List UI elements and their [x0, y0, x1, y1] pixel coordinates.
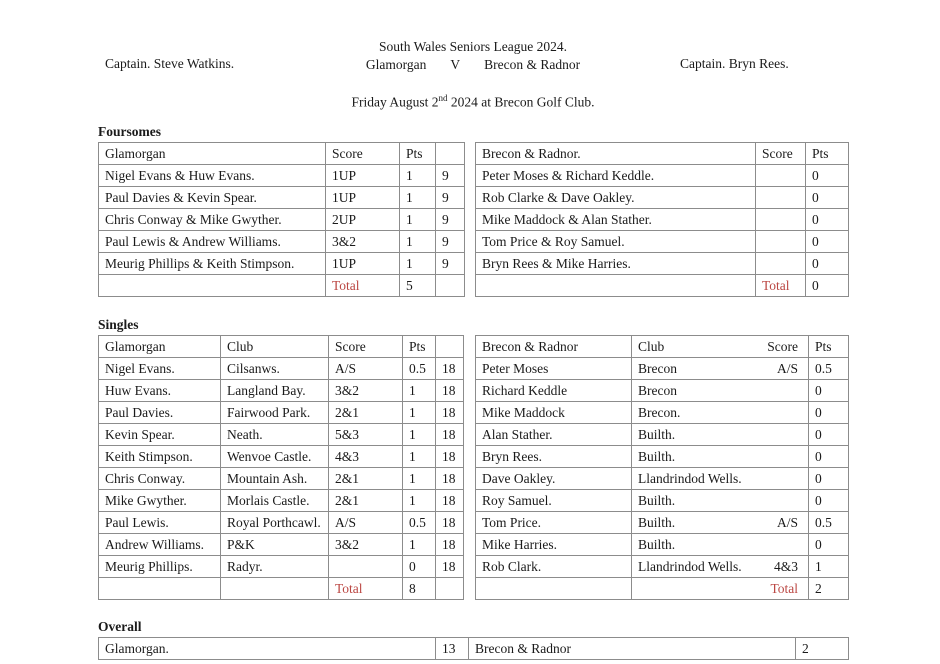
home-pts-cell: 0.5 [403, 357, 436, 379]
home-score-cell: 2UP [326, 208, 400, 230]
table-gap [465, 230, 476, 252]
home-player-cell: Mike Gwyther. [99, 489, 221, 511]
captain-home: Captain. Steve Watkins. [105, 56, 235, 71]
document-content [98, 0, 848, 660]
home-pts-cell: 0 [403, 555, 436, 577]
foursomes-away-pts-header: Pts [806, 142, 849, 164]
away-player-cell: Peter Moses [476, 357, 632, 379]
team-away-name: Brecon & Radnor [484, 57, 581, 72]
away-score-cell [756, 230, 806, 252]
home-club-cell: P&K [221, 533, 329, 555]
home-pts-cell: 1 [400, 186, 436, 208]
holes-cell: 18 [436, 511, 464, 533]
away-pts-cell: 0 [809, 445, 849, 467]
home-score-cell: 4&3 [329, 445, 403, 467]
away-club-score-cell: Brecon. [632, 401, 809, 423]
empty-cell [99, 274, 326, 296]
away-pts-cell: 0 [809, 401, 849, 423]
home-score-cell: 3&2 [326, 230, 400, 252]
singles-home-pts-header: Pts [403, 335, 436, 357]
home-total-pts: 5 [400, 274, 436, 296]
away-pts-cell: 0 [809, 423, 849, 445]
table-row [99, 230, 849, 252]
home-player-cell: Kevin Spear. [99, 423, 221, 445]
away-player-cell: Mike Maddock [476, 401, 632, 423]
home-pts-cell: 1 [403, 379, 436, 401]
away-pts-cell: 0 [809, 379, 849, 401]
table-gap [464, 533, 476, 555]
holes-cell: 18 [436, 533, 464, 555]
table-gap [464, 335, 476, 357]
foursomes-heading: Foursomes [98, 123, 161, 139]
away-player-cell: Tom Price. [476, 511, 632, 533]
away-club-score-cell: Builth. [632, 489, 809, 511]
holes-cell: 9 [436, 230, 465, 252]
away-player-cell: Alan Stather. [476, 423, 632, 445]
away-player-cell: Dave Oakley. [476, 467, 632, 489]
away-score-cell [756, 164, 806, 186]
away-club-score-cell: Brecon [632, 379, 809, 401]
away-player-cell: Richard Keddle [476, 379, 632, 401]
home-pts-cell: 1 [403, 489, 436, 511]
away-club-score-cell: Llandrindod Wells. 4&3 [632, 555, 809, 577]
home-pts-cell: 1 [400, 252, 436, 274]
home-pts-cell: 1 [403, 533, 436, 555]
singles-holes-header [436, 335, 464, 357]
away-pts-cell: 0 [809, 467, 849, 489]
home-total-label: Total [329, 577, 403, 599]
table-gap [464, 357, 476, 379]
table-row [99, 252, 849, 274]
home-score-cell: 2&1 [329, 489, 403, 511]
total-row [99, 577, 849, 599]
away-player-cell: Rob Clark. [476, 555, 632, 577]
home-club-cell: Fairwood Park. [221, 401, 329, 423]
holes-cell: 9 [436, 252, 465, 274]
away-player-cell: Bryn Rees. [476, 445, 632, 467]
singles-away-club-score-header: Club Score [632, 335, 809, 357]
table-row [99, 208, 849, 230]
table-row [99, 467, 849, 489]
overall-home-pts: 13 [436, 637, 469, 659]
away-pair-cell: Peter Moses & Richard Keddle. [476, 164, 756, 186]
table-gap [465, 142, 476, 164]
home-pts-cell: 1 [403, 467, 436, 489]
table-row [99, 164, 849, 186]
away-club-score-cell: Builth. A/S [632, 511, 809, 533]
away-total-label: Total [770, 580, 798, 596]
document-header [98, 0, 848, 111]
foursomes-home-team-header: Glamorgan [99, 142, 326, 164]
empty-cell [476, 274, 756, 296]
away-club-score-cell: Brecon A/S [632, 357, 809, 379]
home-club-cell: Cilsanws. [221, 357, 329, 379]
home-score-cell: A/S [329, 511, 403, 533]
table-row [99, 186, 849, 208]
table-gap [464, 489, 476, 511]
home-pts-cell: 0.5 [403, 511, 436, 533]
singles-home-team-header: Glamorgan [99, 335, 221, 357]
overall-table [98, 637, 849, 660]
home-pts-cell: 1 [400, 208, 436, 230]
singles-home-club-header: Club [221, 335, 329, 357]
home-score-cell: 2&1 [329, 401, 403, 423]
away-score-cell [756, 208, 806, 230]
away-total-label: Total [756, 274, 806, 296]
away-pair-cell: Bryn Rees & Mike Harries. [476, 252, 756, 274]
singles-away-pts-header: Pts [809, 335, 849, 357]
table-header-row [99, 142, 849, 164]
home-player-cell: Andrew Williams. [99, 533, 221, 555]
away-score-cell [756, 252, 806, 274]
home-club-cell: Mountain Ash. [221, 467, 329, 489]
home-pts-cell: 1 [400, 230, 436, 252]
away-club-score-cell: Llandrindod Wells. [632, 467, 809, 489]
home-score-cell: 1UP [326, 252, 400, 274]
away-club-score-cell: Builth. [632, 423, 809, 445]
foursomes-away-team-header: Brecon & Radnor. [476, 142, 756, 164]
table-gap [465, 164, 476, 186]
match-date: Friday August 2nd 2024 at Brecon Golf Club. [351, 93, 595, 110]
holes-cell: 18 [436, 357, 464, 379]
holes-cell: 18 [436, 423, 464, 445]
home-score-cell: 1UP [326, 186, 400, 208]
home-player-cell: Chris Conway. [99, 467, 221, 489]
singles-away-team-header: Brecon & Radnor [476, 335, 632, 357]
home-pts-cell: 1 [403, 401, 436, 423]
empty-cell [476, 577, 632, 599]
home-score-cell: 5&3 [329, 423, 403, 445]
home-player-cell: Paul Davies. [99, 401, 221, 423]
away-pts-cell: 0 [806, 164, 849, 186]
singles-heading: Singles [98, 316, 139, 332]
table-header-row [99, 335, 849, 357]
home-player-cell: Meurig Phillips. [99, 555, 221, 577]
away-pair-cell: Mike Maddock & Alan Stather. [476, 208, 756, 230]
holes-cell: 18 [436, 489, 464, 511]
table-row [99, 489, 849, 511]
holes-cell: 18 [436, 467, 464, 489]
away-pair-cell: Rob Clarke & Dave Oakley. [476, 186, 756, 208]
home-score-cell: 3&2 [329, 379, 403, 401]
table-row [99, 555, 849, 577]
table-gap [464, 423, 476, 445]
foursomes-table [98, 142, 849, 297]
home-pts-cell: 1 [403, 423, 436, 445]
home-pts-cell: 1 [400, 164, 436, 186]
empty-cell [99, 577, 221, 599]
foursomes-home-score-header: Score [326, 142, 400, 164]
captain-away: Captain. Bryn Rees. [680, 56, 789, 71]
home-score-cell: 1UP [326, 164, 400, 186]
table-row [99, 511, 849, 533]
table-gap [464, 401, 476, 423]
table-row [99, 423, 849, 445]
home-club-cell: Neath. [221, 423, 329, 445]
team-home-name: Glamorgan [365, 57, 427, 72]
away-pts-cell: 0.5 [809, 511, 849, 533]
away-pts-cell: 0 [809, 489, 849, 511]
away-score-cell [756, 186, 806, 208]
table-gap [465, 208, 476, 230]
home-score-cell: 2&1 [329, 467, 403, 489]
table-row [99, 401, 849, 423]
holes-cell: 9 [436, 186, 465, 208]
home-pts-cell: 1 [403, 445, 436, 467]
home-player-cell: Keith Stimpson. [99, 445, 221, 467]
holes-cell: 9 [436, 164, 465, 186]
overall-away-pts: 2 [796, 637, 849, 659]
away-player-cell: Mike Harries. [476, 533, 632, 555]
home-score-cell: 3&2 [329, 533, 403, 555]
singles-table [98, 335, 849, 600]
home-total-label: Total [326, 274, 400, 296]
overall-home-team: Glamorgan. [99, 637, 436, 659]
page-title: South Wales Seniors League 2024. [378, 39, 567, 54]
away-player-cell: Roy Samuel. [476, 489, 632, 511]
versus-label: V [450, 57, 461, 72]
away-pts-cell: 1 [809, 555, 849, 577]
table-gap [464, 445, 476, 467]
away-pair-cell: Tom Price & Roy Samuel. [476, 230, 756, 252]
home-pair-cell: Chris Conway & Mike Gwyther. [99, 208, 326, 230]
away-pts-cell: 0 [806, 230, 849, 252]
holes-cell: 18 [436, 555, 464, 577]
table-gap [464, 511, 476, 533]
away-total-pts: 2 [809, 577, 849, 599]
table-gap [464, 577, 476, 599]
total-row [99, 274, 849, 296]
home-club-cell: Wenvoe Castle. [221, 445, 329, 467]
away-pts-cell: 0 [806, 208, 849, 230]
date-ordinal: nd [438, 93, 448, 103]
away-pts-cell: 0 [806, 186, 849, 208]
overall-heading: Overall [98, 618, 142, 634]
away-pts-cell: 0 [809, 533, 849, 555]
home-pair-cell: Paul Davies & Kevin Spear. [99, 186, 326, 208]
away-pts-cell: 0 [806, 252, 849, 274]
table-row [99, 357, 849, 379]
foursomes-away-score-header: Score [756, 142, 806, 164]
home-club-cell: Morlais Castle. [221, 489, 329, 511]
table-row [99, 533, 849, 555]
home-pair-cell: Meurig Phillips & Keith Stimpson. [99, 252, 326, 274]
table-gap [465, 252, 476, 274]
holes-cell: 18 [436, 401, 464, 423]
home-pair-cell: Paul Lewis & Andrew Williams. [99, 230, 326, 252]
home-player-cell: Nigel Evans. [99, 357, 221, 379]
holes-cell: 9 [436, 208, 465, 230]
home-pair-cell: Nigel Evans & Huw Evans. [99, 164, 326, 186]
home-player-cell: Huw Evans. [99, 379, 221, 401]
table-gap [465, 274, 476, 296]
empty-cell [221, 577, 329, 599]
table-gap [465, 186, 476, 208]
away-club-score-cell: Builth. [632, 533, 809, 555]
home-club-cell: Langland Bay. [221, 379, 329, 401]
foursomes-holes-header [436, 142, 465, 164]
table-row [99, 445, 849, 467]
home-club-cell: Radyr. [221, 555, 329, 577]
away-club-score-cell: Builth. [632, 445, 809, 467]
home-total-pts: 8 [403, 577, 436, 599]
empty-cell [436, 274, 465, 296]
away-pts-cell: 0.5 [809, 357, 849, 379]
singles-home-score-header: Score [329, 335, 403, 357]
holes-cell: 18 [436, 379, 464, 401]
away-total-label-cell [632, 577, 809, 599]
home-club-cell: Royal Porthcawl. [221, 511, 329, 533]
home-score-cell: A/S [329, 357, 403, 379]
table-row [99, 379, 849, 401]
overall-away-team: Brecon & Radnor [469, 637, 796, 659]
overall-row [99, 637, 849, 659]
home-score-cell [329, 555, 403, 577]
foursomes-home-pts-header: Pts [400, 142, 436, 164]
table-gap [464, 555, 476, 577]
holes-cell: 18 [436, 445, 464, 467]
home-player-cell: Paul Lewis. [99, 511, 221, 533]
away-total-pts: 0 [806, 274, 849, 296]
table-gap [464, 379, 476, 401]
table-gap [464, 467, 476, 489]
empty-cell [436, 577, 464, 599]
